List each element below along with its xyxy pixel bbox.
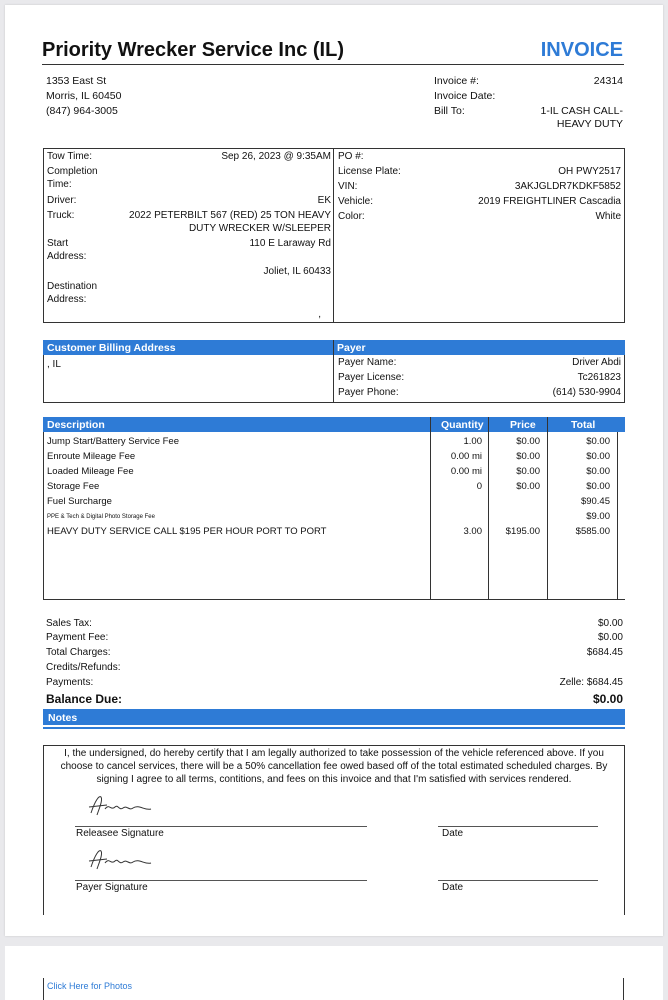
company-address-line2: Morris, IL 60450 [46, 90, 122, 102]
payments-value: Zelle: $684.45 [559, 677, 623, 688]
releasee-date-line [438, 826, 598, 827]
payer-phone: (614) 530-9904 [552, 387, 621, 398]
payment-fee-label: Payment Fee: [46, 632, 109, 643]
item-description: Storage Fee [47, 481, 100, 492]
releasee-signature-label: Releasee Signature [76, 828, 164, 839]
po-label: PO #: [338, 151, 364, 162]
document-title: INVOICE [540, 39, 623, 61]
bill-to-line1: 1-IL CASH CALL- [540, 105, 623, 117]
start-address-label-line2: Address: [47, 251, 87, 262]
payer-date-label: Date [442, 882, 464, 893]
total-charges-label: Total Charges: [46, 647, 111, 658]
photos-link[interactable]: Click Here for Photos [47, 981, 133, 991]
item-description: Loaded Mileage Fee [47, 466, 134, 477]
page2-left-border [43, 978, 44, 1000]
items-col-divider-3 [547, 417, 548, 600]
invoice-number: 24314 [593, 75, 623, 87]
item-total: $0.00 [586, 481, 610, 492]
total-charges: $684.45 [586, 647, 623, 658]
certification-line2: choose to cancel services, there will be a 50% cancellation fee owed based off of the total estimated scheduled charges. By [60, 761, 608, 772]
item-quantity: 0.00 mi [450, 451, 482, 462]
credits-label: Credits/Refunds: [46, 662, 121, 673]
item-total: $0.00 [586, 451, 610, 462]
payer-date-line [438, 880, 598, 881]
driver-value: EK [317, 195, 331, 206]
color-label: Color: [338, 211, 365, 222]
item-total: $90.45 [580, 496, 610, 507]
destination-value: , [318, 309, 321, 320]
tow-time-label: Tow Time: [47, 151, 93, 162]
payer-signature-image [85, 845, 161, 875]
completion-label-line1: Completion [47, 166, 98, 177]
billing-payer-box [43, 355, 625, 403]
tow-details-box [43, 148, 625, 323]
col-quantity: Quantity [441, 419, 484, 431]
item-total: $9.00 [586, 511, 610, 522]
releasee-signature-line [75, 826, 367, 827]
invoice-date-label: Invoice Date: [434, 90, 496, 102]
item-quantity: 1.00 [463, 436, 482, 447]
vehicle-label: Vehicle: [338, 196, 374, 207]
item-quantity: 0.00 mi [450, 466, 482, 477]
payer-license-label: Payer License: [338, 372, 405, 383]
col-total: Total [571, 419, 596, 431]
page2-right-border [623, 978, 624, 1000]
item-price: $195.00 [505, 526, 540, 537]
payer-name-label: Payer Name: [338, 357, 397, 368]
payment-fee: $0.00 [597, 632, 623, 643]
item-description: HEAVY DUTY SERVICE CALL $195 PER HOUR PORT TO PORT [47, 526, 327, 537]
vin-value: 3AKJGLDR7KDKF5852 [514, 181, 621, 192]
item-total: $0.00 [586, 436, 610, 447]
certification-line1: I, the undersigned, do hereby certify that I am legally authorized to take possession of the vehicle referenced above. If you [64, 748, 604, 759]
truck-line1: 2022 PETERBILT 567 (RED) 25 TON HEAVY [129, 210, 331, 221]
tow-time: Sep 26, 2023 @ 9:35AM [221, 151, 331, 162]
payments-label: Payments: [46, 677, 94, 688]
bill-to-label: Bill To: [434, 105, 465, 117]
item-description: Fuel Surcharge [47, 496, 112, 507]
item-total: $585.00 [575, 526, 610, 537]
company-address-line1: 1353 East St [46, 75, 107, 87]
payer-signature-line [75, 880, 367, 881]
item-total: $0.00 [586, 466, 610, 477]
destination-label-line1: Destination [47, 281, 98, 292]
invoice-number-label: Invoice #: [434, 75, 479, 87]
payer-phone-label: Payer Phone: [338, 387, 399, 398]
item-description: Enroute Mileage Fee [47, 451, 136, 462]
item-price: $0.00 [516, 481, 540, 492]
billing-payer-divider [333, 340, 334, 403]
bill-to-line2: HEAVY DUTY [556, 118, 623, 130]
item-description: Jump Start/Battery Service Fee [47, 436, 179, 447]
destination-label-line2: Address: [47, 294, 87, 305]
notes-header [43, 709, 625, 725]
items-col-divider-4 [617, 432, 618, 600]
col-description: Description [47, 419, 105, 431]
releasee-signature-image [85, 791, 161, 821]
payer-name: Driver Abdi [572, 357, 621, 368]
notes-underline [43, 727, 625, 729]
certification-line3: signing I agree to all terms, contitions, and fees on this invoice and that I'm satisfied with services rendered. [96, 774, 572, 785]
item-price: $0.00 [516, 466, 540, 477]
driver-label: Driver: [47, 195, 77, 206]
sales-tax: $0.00 [597, 618, 623, 629]
license-plate-label: License Plate: [338, 166, 401, 177]
items-col-divider-1 [430, 417, 431, 600]
company-phone: (847) 964-3005 [46, 105, 118, 117]
item-price: $0.00 [516, 451, 540, 462]
header-divider [42, 64, 624, 65]
invoice-page-2 [5, 946, 663, 1000]
balance-due-label: Balance Due: [46, 692, 123, 706]
invoice-page [5, 5, 663, 936]
payer-header: Payer [337, 342, 366, 354]
start-address-line2: Joliet, IL 60433 [263, 266, 331, 277]
balance-due: $0.00 [592, 692, 623, 706]
vehicle-value: 2019 FREIGHTLINER Cascadia [478, 196, 621, 207]
license-plate: OH PWY2517 [558, 166, 621, 177]
item-quantity: 0 [476, 481, 482, 492]
items-table-header [43, 417, 625, 432]
completion-label-line2: Time: [47, 179, 72, 190]
color-value: White [595, 211, 621, 222]
notes-title: Notes [48, 712, 78, 724]
col-price: Price [510, 419, 536, 431]
payer-signature-label: Payer Signature [76, 882, 148, 893]
sales-tax-label: Sales Tax: [46, 618, 92, 629]
billing-payer-header [43, 340, 625, 355]
truck-line2: DUTY WRECKER W/SLEEPER [188, 223, 331, 234]
truck-label: Truck: [47, 210, 75, 221]
billing-address-line1: , IL [47, 359, 61, 370]
start-address-line1: 110 E Laraway Rd [249, 238, 331, 249]
tow-details-divider [333, 148, 334, 323]
start-address-label-line1: Start [47, 238, 69, 249]
items-col-divider-2 [488, 417, 489, 600]
releasee-date-label: Date [442, 828, 464, 839]
item-price: $0.00 [516, 436, 540, 447]
payer-license: Tc261823 [577, 372, 621, 383]
item-quantity: 3.00 [463, 526, 482, 537]
item-description: PPE & Tech & Digital Photo Storage Fee [47, 514, 155, 520]
company-name: Priority Wrecker Service Inc (IL) [42, 39, 344, 61]
vin-label: VIN: [338, 181, 358, 192]
billing-header: Customer Billing Address [47, 342, 176, 354]
